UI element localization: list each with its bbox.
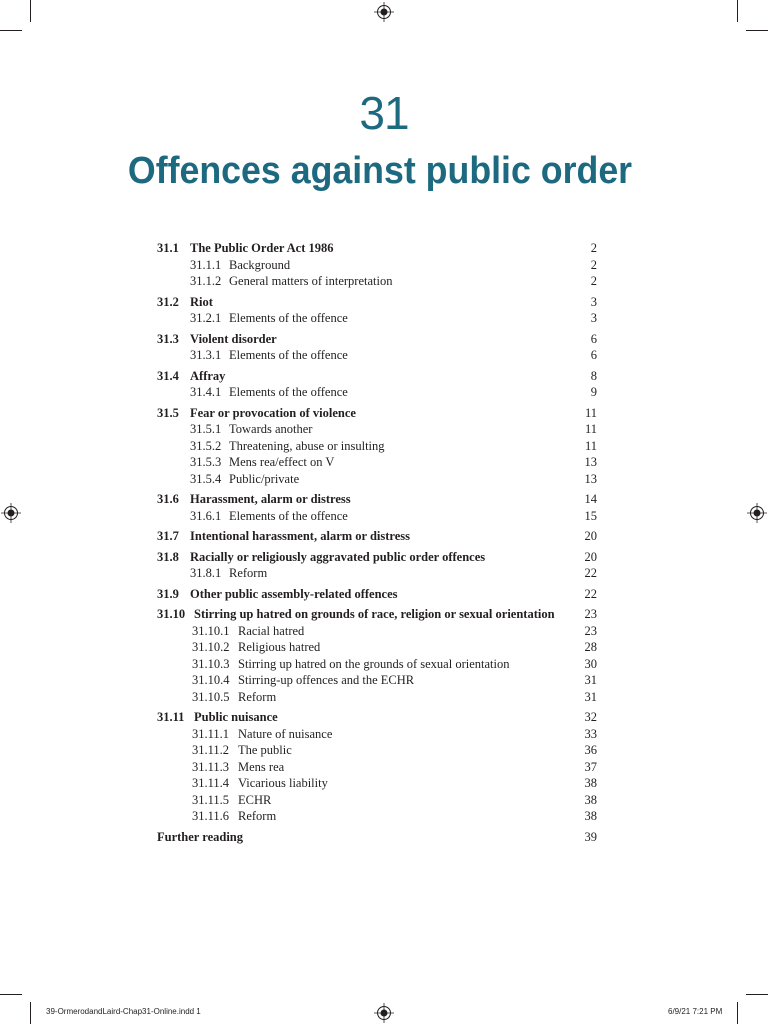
toc-subentry[interactable] — [157, 565, 597, 582]
toc-subentry[interactable] — [157, 639, 597, 656]
section-title: Stirring up hatred on grounds of race, religion or sexual orientation — [194, 607, 555, 621]
subsection-title: ECHR — [238, 792, 272, 807]
section-number: 31.5 — [157, 405, 179, 420]
subsection-title: Reform — [238, 809, 277, 823]
toc-subentry[interactable] — [157, 689, 597, 706]
page-number: 6 — [590, 331, 597, 346]
toc-subentry[interactable] — [157, 726, 597, 743]
page-number: 15 — [584, 508, 597, 523]
toc-subentry[interactable] — [157, 808, 597, 825]
subsection-title: Elements of the offence — [229, 348, 348, 362]
page-number: 36 — [584, 743, 597, 757]
page-number: 38 — [584, 776, 597, 790]
section-number: 31.8 — [157, 549, 179, 564]
chapter-title: Offences against public order — [127, 150, 633, 192]
page-number: 3 — [590, 294, 597, 309]
toc-entry[interactable] — [157, 405, 597, 422]
subsection-title: Elements of the offence — [229, 311, 348, 325]
table-of-contents — [157, 240, 597, 845]
subsection-number: 31.11.3 — [192, 759, 230, 774]
page-number: 39 — [584, 829, 597, 844]
toc-subentry[interactable] — [157, 347, 597, 364]
page-number: 23 — [584, 623, 597, 638]
registration-mark-icon — [374, 2, 394, 22]
section-title: Violent disorder — [190, 331, 277, 346]
subsection-number: 31.4.1 — [190, 385, 222, 399]
toc-subentry[interactable] — [157, 310, 597, 327]
subsection-title: Reform — [229, 566, 268, 580]
section-title: Harassment, alarm or distress — [190, 492, 351, 506]
toc-entry[interactable] — [157, 240, 597, 257]
toc-subentry[interactable] — [157, 421, 597, 438]
toc-entry[interactable] — [157, 709, 597, 726]
section-number: 31.6 — [157, 492, 179, 506]
toc-section — [157, 606, 597, 705]
toc-entry[interactable] — [157, 294, 597, 311]
page-number: 11 — [584, 438, 597, 453]
subsection-title: Public/private — [229, 471, 300, 486]
toc-further-reading[interactable] — [157, 829, 597, 846]
subsection-number: 31.10.4 — [192, 673, 230, 687]
toc-section — [157, 586, 597, 603]
toc-section — [157, 405, 597, 488]
page-number: 11 — [584, 422, 597, 436]
toc-section — [157, 709, 597, 825]
subsection-number: 31.5.4 — [190, 471, 222, 486]
subsection-title: General matters of interpretation — [229, 274, 393, 288]
crop-mark — [737, 0, 738, 22]
subsection-number: 31.10.2 — [192, 640, 230, 654]
page-number: 28 — [584, 640, 597, 654]
section-title: The Public Order Act 1986 — [190, 241, 334, 255]
further-reading-title: Further reading — [157, 829, 243, 844]
footer-filename: 39-OrmerodandLaird-Chap31-Online.indd 1 — [46, 1007, 201, 1016]
toc-section — [157, 331, 597, 364]
crop-mark — [737, 1002, 738, 1024]
subsection-title: The public — [238, 743, 292, 757]
subsection-number: 31.5.3 — [190, 455, 222, 469]
subsection-number: 31.11.2 — [192, 743, 230, 757]
subsection-title: Racial hatred — [238, 623, 305, 638]
subsection-number: 31.10.5 — [192, 689, 230, 704]
toc-subentry[interactable] — [157, 672, 597, 689]
crop-mark — [0, 30, 22, 31]
subsection-title: Nature of nuisance — [238, 726, 333, 741]
crop-mark — [746, 30, 768, 31]
registration-mark-icon — [747, 503, 767, 523]
subsection-number: 31.11.6 — [192, 809, 230, 823]
section-number: 31.11 — [157, 710, 185, 724]
toc-section — [157, 240, 597, 290]
subsection-number: 31.5.1 — [190, 422, 222, 436]
toc-subentry[interactable] — [157, 273, 597, 290]
subsection-title: Vicarious liability — [238, 776, 328, 790]
page-number: 22 — [584, 586, 597, 601]
toc-section — [157, 294, 597, 327]
subsection-number: 31.10.3 — [192, 656, 230, 671]
section-number: 31.3 — [157, 331, 179, 346]
toc-subentry[interactable] — [157, 438, 597, 455]
page-number: 30 — [584, 656, 597, 671]
section-number: 31.2 — [157, 294, 179, 309]
toc-section — [157, 368, 597, 401]
page-number: 20 — [584, 529, 597, 543]
toc-entry[interactable] — [157, 368, 597, 385]
page-number: 6 — [590, 348, 597, 362]
toc-subentry[interactable] — [157, 471, 597, 488]
subsection-title: Mens rea/effect on V — [229, 455, 335, 469]
crop-mark — [0, 994, 22, 995]
page-number: 32 — [584, 710, 597, 724]
subsection-number: 31.2.1 — [190, 311, 222, 325]
page-number: 3 — [590, 311, 597, 325]
toc-subentry[interactable] — [157, 759, 597, 776]
toc-subentry[interactable] — [157, 454, 597, 471]
registration-mark-icon — [374, 1003, 394, 1023]
crop-mark — [30, 0, 31, 22]
page-number: 13 — [584, 455, 597, 469]
page-number: 37 — [584, 759, 597, 774]
registration-mark-icon — [1, 503, 21, 523]
page-number: 33 — [584, 726, 597, 741]
subsection-title: Towards another — [229, 422, 313, 436]
crop-mark — [30, 1002, 31, 1024]
crop-mark — [746, 994, 768, 995]
subsection-number: 31.5.2 — [190, 438, 222, 453]
section-number: 31.4 — [157, 368, 179, 383]
subsection-title: Elements of the offence — [229, 508, 348, 523]
section-title: Affray — [190, 368, 226, 383]
page-number: 8 — [590, 368, 597, 383]
toc-entry[interactable] — [157, 528, 597, 545]
subsection-number: 31.8.1 — [190, 566, 222, 580]
section-title: Racially or religiously aggravated public order offences — [190, 549, 486, 564]
subsection-title: Reform — [238, 689, 277, 704]
page-number: 9 — [590, 385, 597, 399]
section-title: Fear or provocation of violence — [190, 405, 356, 420]
toc-subentry[interactable] — [157, 742, 597, 759]
toc-subentry[interactable] — [157, 384, 597, 401]
page-number: 2 — [590, 241, 597, 255]
subsection-title: Elements of the offence — [229, 385, 348, 399]
toc-subentry[interactable] — [157, 792, 597, 809]
page-number: 20 — [584, 549, 597, 564]
subsection-number: 31.10.1 — [192, 623, 230, 638]
subsection-title: Background — [229, 257, 291, 272]
page-number: 38 — [584, 809, 597, 823]
subsection-number: 31.11.5 — [192, 792, 230, 807]
subsection-title: Mens rea — [238, 759, 285, 774]
page-number: 13 — [584, 471, 597, 486]
page-number: 2 — [590, 257, 597, 272]
subsection-number: 31.1.1 — [190, 257, 222, 272]
section-number: 31.10 — [157, 607, 186, 621]
toc-entry[interactable] — [157, 491, 597, 508]
section-title: Intentional harassment, alarm or distress — [190, 529, 411, 543]
subsection-number: 31.3.1 — [190, 348, 222, 362]
subsection-number: 31.6.1 — [190, 508, 222, 523]
section-title: Riot — [190, 294, 213, 309]
subsection-number: 31.11.1 — [192, 726, 230, 741]
section-number: 31.1 — [157, 241, 179, 255]
toc-subentry[interactable] — [157, 775, 597, 792]
page-number: 31 — [584, 673, 597, 687]
subsection-title: Stirring-up offences and the ECHR — [238, 673, 415, 687]
page-number: 31 — [584, 689, 597, 704]
toc-subentry[interactable] — [157, 508, 597, 525]
subsection-number: 31.1.2 — [190, 274, 222, 288]
page-number: 22 — [584, 566, 597, 580]
subsection-title: Stirring up hatred on the grounds of sexual orientation — [238, 656, 510, 671]
footer-timestamp: 6/9/21 7:21 PM — [668, 1007, 723, 1016]
section-number: 31.7 — [157, 529, 179, 543]
section-title: Public nuisance — [194, 710, 278, 724]
toc-section — [157, 528, 597, 545]
subsection-number: 31.11.4 — [192, 776, 230, 790]
page-number: 2 — [590, 274, 597, 288]
subsection-title: Religious hatred — [238, 640, 321, 654]
toc-entry[interactable] — [157, 331, 597, 348]
toc-entry[interactable] — [157, 606, 597, 623]
subsection-title: Threatening, abuse or insulting — [229, 438, 385, 453]
toc-section — [157, 549, 597, 582]
chapter-number: 31 — [359, 87, 409, 139]
toc-subentry[interactable] — [157, 656, 597, 673]
page-number: 38 — [584, 792, 597, 807]
page-number: 14 — [584, 492, 597, 506]
toc-entry[interactable] — [157, 586, 597, 603]
toc-section — [157, 491, 597, 524]
page-number: 23 — [584, 607, 597, 621]
toc-subentry[interactable] — [157, 257, 597, 274]
toc-subentry[interactable] — [157, 623, 597, 640]
page-number: 11 — [584, 405, 597, 420]
section-title: Other public assembly-related offences — [190, 586, 398, 601]
section-number: 31.9 — [157, 586, 179, 601]
toc-entry[interactable] — [157, 549, 597, 566]
